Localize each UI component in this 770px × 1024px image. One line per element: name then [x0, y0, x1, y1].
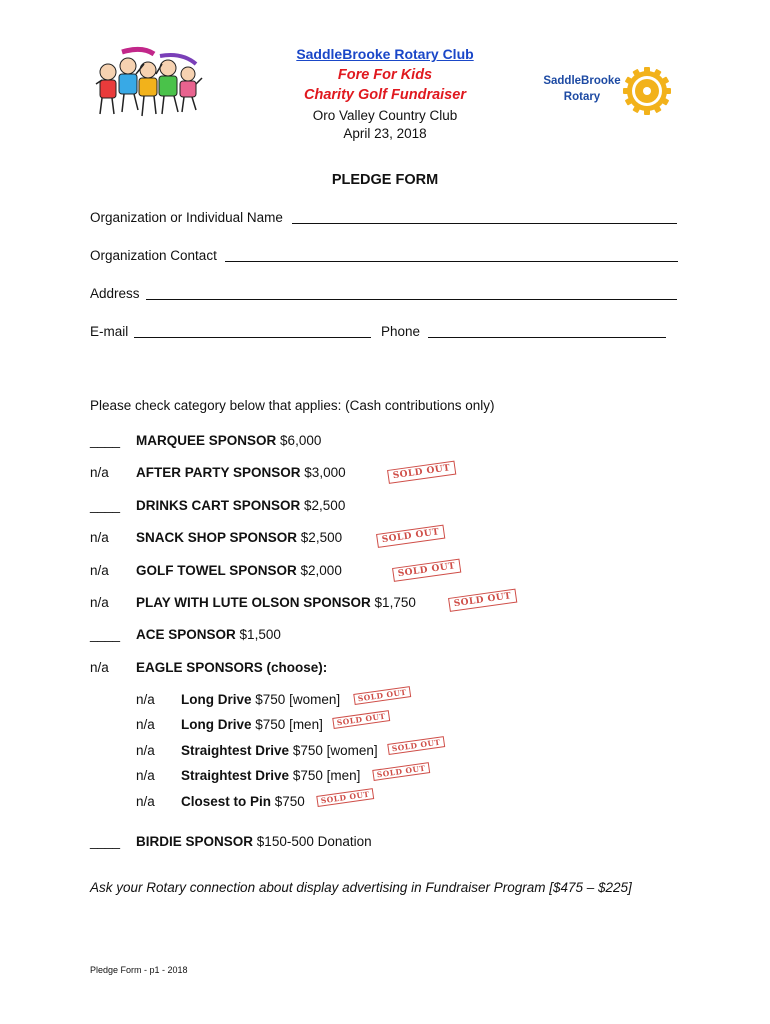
org-name-label: Organization or Individual Name — [90, 210, 283, 225]
sold-out-stamp: SOLD OUT — [387, 461, 456, 484]
sponsor-name: GOLF TOWEL SPONSOR — [136, 563, 297, 578]
sponsor-mark[interactable]: ____ — [90, 627, 121, 642]
address-field[interactable] — [146, 299, 677, 300]
eagle-option-mark: n/a — [136, 794, 155, 809]
sold-out-stamp: SOLD OUT — [387, 736, 445, 755]
eagle-option-detail: $750 [women] — [255, 692, 341, 707]
sponsor-mark: n/a — [90, 563, 109, 578]
club-name-link[interactable]: SaddleBrooke Rotary Club — [296, 46, 474, 62]
advertising-note: Ask your Rotary connection about display advertising in Fundraiser Program [$475 – $225] — [90, 880, 632, 895]
sponsor-price: $3,000 — [304, 465, 346, 480]
contact-field[interactable] — [225, 261, 678, 262]
rotary-logo-text — [540, 73, 624, 105]
eagle-option-name: Long Drive — [181, 717, 252, 732]
rotary-wheel-icon — [622, 66, 672, 116]
sponsor-mark[interactable]: ____ — [90, 834, 121, 849]
sold-out-stamp: SOLD OUT — [353, 686, 411, 705]
org-name-field[interactable] — [292, 223, 677, 224]
sold-out-stamp: SOLD OUT — [372, 762, 430, 781]
sponsor-price: $2,000 — [300, 563, 342, 578]
sold-out-stamp: SOLD OUT — [392, 559, 461, 582]
sponsor-name: EAGLE SPONSORS (choose): — [136, 660, 328, 675]
sold-out-stamp: SOLD OUT — [448, 589, 517, 612]
eagle-option-name: Long Drive — [181, 692, 252, 707]
sponsor-price: $1,750 — [374, 595, 416, 610]
eagle-option-mark: n/a — [136, 717, 155, 732]
eagle-option-mark: n/a — [136, 692, 155, 707]
address-label: Address — [90, 286, 140, 301]
rotary-logo-line2: Rotary — [563, 91, 601, 103]
sponsor-mark: n/a — [90, 660, 109, 675]
eagle-option-detail: $750 [men] — [292, 768, 361, 783]
eagle-option-detail: $750 — [274, 794, 305, 809]
sponsor-mark: n/a — [90, 465, 109, 480]
sponsor-name: ACE SPONSOR — [136, 627, 236, 642]
eagle-option-mark: n/a — [136, 743, 155, 758]
sold-out-stamp: SOLD OUT — [376, 525, 445, 548]
sold-out-stamp: SOLD OUT — [332, 710, 390, 729]
sponsor-price: $150-500 Donation — [256, 834, 372, 849]
page-footer: Pledge Form - p1 - 2018 — [90, 965, 188, 975]
eagle-option-name: Closest to Pin — [181, 794, 272, 809]
sponsor-name: AFTER PARTY SPONSOR — [136, 465, 301, 480]
eagle-option-name: Straightest Drive — [181, 743, 290, 758]
sponsor-mark: n/a — [90, 595, 109, 610]
phone-label: Phone — [381, 324, 421, 339]
sponsor-price: $2,500 — [304, 498, 346, 513]
sponsor-name: SNACK SHOP SPONSOR — [136, 530, 298, 545]
eagle-option-detail: $750 [women] — [292, 743, 378, 758]
email-label: E-mail — [90, 324, 129, 339]
sponsor-name: MARQUEE SPONSOR — [136, 433, 277, 448]
sponsor-mark[interactable]: ____ — [90, 433, 121, 448]
eagle-option-detail: $750 [men] — [255, 717, 323, 732]
eagle-option-mark: n/a — [136, 768, 155, 783]
sold-out-stamp: SOLD OUT — [316, 788, 374, 807]
form-title: PLEDGE FORM — [331, 172, 439, 188]
email-field[interactable] — [134, 337, 371, 338]
eagle-option-name: Straightest Drive — [181, 768, 290, 783]
sponsor-price: $1,500 — [239, 627, 281, 642]
instructions-text: Please check category below that applies: (Cash contributions only) — [90, 398, 495, 413]
event-title: Fore For Kids — [337, 67, 433, 83]
sponsor-name: BIRDIE SPONSOR — [136, 834, 254, 849]
sponsor-mark: n/a — [90, 530, 109, 545]
phone-field[interactable] — [428, 337, 666, 338]
contact-label: Organization Contact — [90, 248, 217, 263]
venue-text: Oro Valley Country Club — [312, 108, 458, 123]
rotary-logo-line1: SaddleBrooke — [543, 75, 621, 87]
sponsor-name: PLAY WITH LUTE OLSON SPONSOR — [136, 595, 371, 610]
sponsor-price: $6,000 — [280, 433, 322, 448]
event-date: April 23, 2018 — [343, 126, 427, 141]
sponsor-mark[interactable]: ____ — [90, 498, 121, 513]
event-subtitle: Charity Golf Fundraiser — [304, 87, 466, 103]
sponsor-name: DRINKS CART SPONSOR — [136, 498, 301, 513]
sponsor-price: $2,500 — [300, 530, 343, 545]
